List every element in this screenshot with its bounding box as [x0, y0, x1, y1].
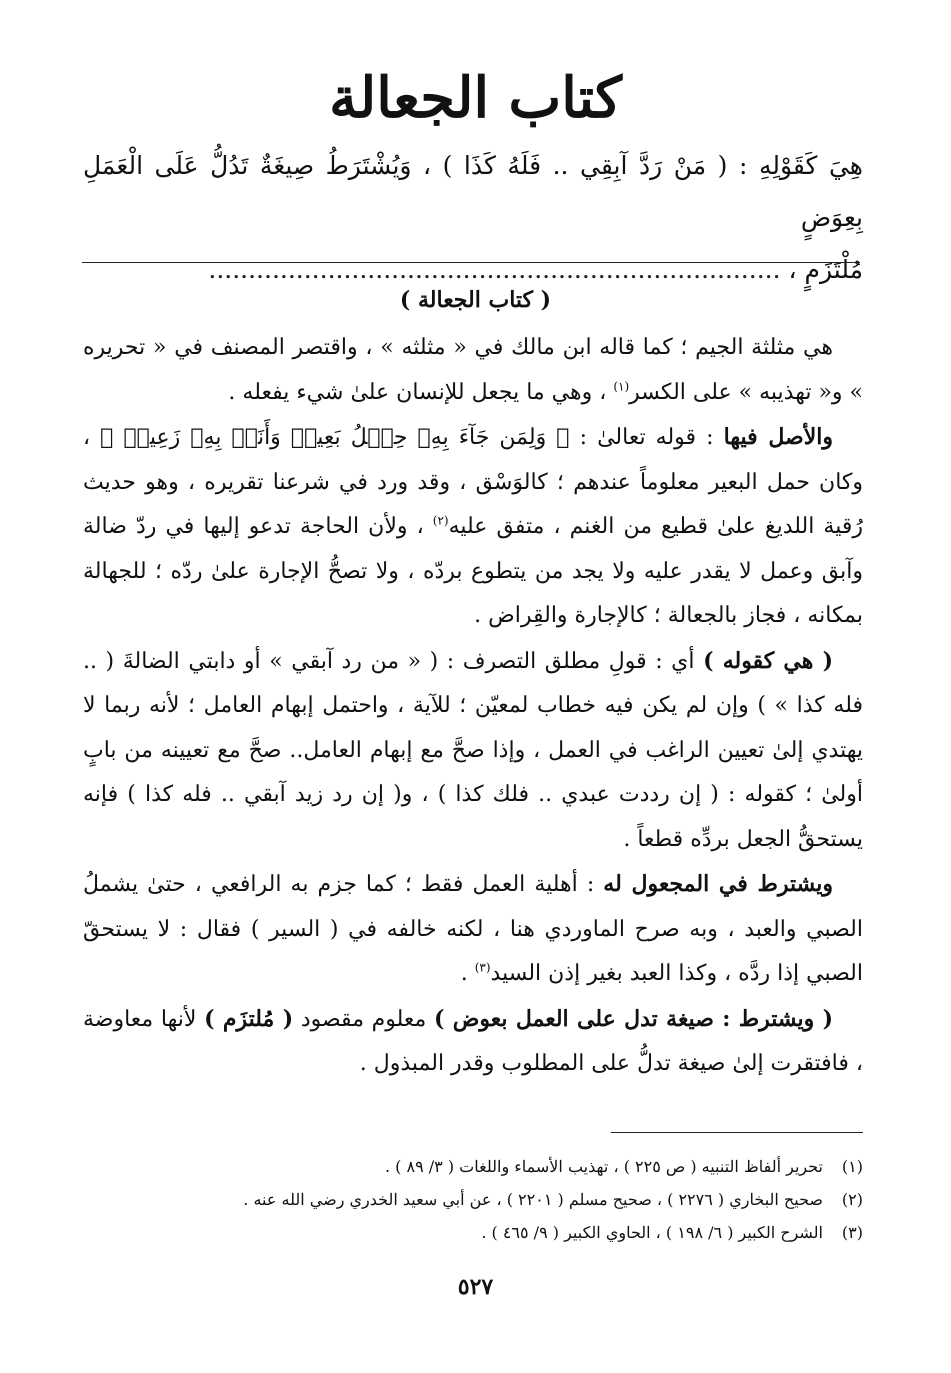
commentary-paragraph-4: ويشترط في المجعول له : أهلية العمل فقط ؛ كما جزم به الرافعي ، حتىٰ يشملُ الصبي والعبد ، وبه صرح الماوردي هنا ، لكنه خالفه في ( السير ) فقال : لا يستحقّ الصبي إذا ردَّه ، وكذا العبد بغير إذن السيد$^{(٣)}$ . — [83, 871, 863, 986]
commentary-paragraph-5: ( ويشترط : صيغة تدل على العمل بعوض ) معلوم مقصود ( مُلتزَم ) لأنها معاوضة ، فافتقرت إلىٰ صيغة تدلُّ على المطلوب وقدر المبذول . — [83, 1005, 863, 1076]
footnote-number: (٣) — [841, 1223, 863, 1242]
commentary-paragraph-3: ( هي كقوله ) أي : قولِ مطلق التصرف : ( « من رد آبقي » أو دابتي الضالةَ ( .. فله كذا » ) وإن لم يكن فيه خطاب لمعيّن ؛ للآية ، واحتمل إبهام العامل ؛ لأنه ربما لا يهتدي إلىٰ تعيين الراغب في العمل ، وإذا صحَّ مع إبهام العامل.. صحَّ مع تعيينه من بابٍ أولىٰ ؛ كقوله : ( إن رددت عبدي .. فلك كذا ) ، و( إن رد زيد آبقي .. فله كذا ) فإنه يستحقُّ الجعل بردِّه قطعاً . — [83, 647, 863, 852]
matn-line-1: هِيَ كَقَوْلِهِ : ( مَنْ رَدَّ آبِقِي .. فَلَهُ كَذَا ) ، وَيُشْتَرَطُ صِيغَةٌ تَدُلُّ عَلَى الْعَمَلِ بِعِوَضٍ — [83, 151, 863, 232]
bold-term: ( مُلتزَم ) — [204, 1005, 294, 1032]
footnote-number: (٢) — [841, 1190, 863, 1209]
commentary-paragraph-2: والأصل فيها : قوله تعالىٰ : ﴿ وَلِمَن جَآءَ بِهِۦ حِمۡلُ بَعِيرٖ وَأَنَا۠ بِهِۦ زَعِيمٞ ﴾ ، وكان حمل البعير معلوماً عندهم ؛ كالوَسْق ، وقد ورد في شرعنا تقريره ، وهو حديث رُقية اللديغ علىٰ قطيع من الغنم ، متفق عليه$^{(٢)}$ ، ولأن الحاجة تدعو إليها في ردّ ضالة وآبق وعمل لا يقدر عليه ولا يجد من يتطوع بردّه ، ولا تصحُّ الإجارة علىٰ ردّه ؛ للجهالة بمكانه ، فجاز بالجعالة ؛ كالإجارة والقِراض . — [83, 424, 863, 628]
bold-lead-2: والأصل فيها — [723, 424, 833, 450]
bold-lead-3: ( هي كقوله ) — [703, 647, 833, 674]
footnote-ref-3[interactable]: (٣) — [474, 960, 491, 975]
section-title: ( كتاب الجعالة ) — [399, 287, 552, 313]
footnote-text: صحيح البخاري ( ٢٢٧٦ ) ، صحيح مسلم ( ٢٢٠١ ) ، عن أبي سعيد الخدري رضي الله عنه . — [243, 1190, 823, 1209]
footnote-text: الشرح الكبير ( ٦/ ١٩٨ ) ، الحاوي الكبير ( ٩/ ٤٦٥ ) . — [481, 1223, 823, 1242]
bold-lead-5: ( ويشترط : صيغة تدل على العمل بعوض ) — [434, 1005, 833, 1032]
matn-text — [83, 140, 863, 296]
commentary-body — [83, 326, 863, 1087]
bold-lead-4: ويشترط في المجعول له — [603, 871, 833, 897]
footnote-ref-2[interactable]: (٢) — [432, 513, 449, 528]
matn-line-2: مُلْتَزَمٍ ، — [788, 255, 863, 284]
footnote-ref-1[interactable]: (١) — [613, 379, 630, 394]
book-title: كتاب الجعالة — [329, 65, 622, 131]
matn-separator-rule — [82, 262, 860, 263]
footnote-1 — [83, 1150, 863, 1183]
commentary-paragraph-1: هي مثلثة الجيم ؛ كما قاله ابن مالك في « مثلثه » ، واقتصر المصنف في « تحريره » و« تهذيبه » على الكسر$^{(١)}$ ، وهي ما يجعل للإنسان علىٰ شيء يفعله . — [83, 335, 863, 405]
footnote-number: (١) — [841, 1157, 863, 1176]
footnote-2 — [83, 1183, 863, 1216]
matn-dots: ........................................................................ — [208, 255, 781, 284]
footnotes — [83, 1150, 863, 1249]
footnote-text: تحرير ألفاظ التنبيه ( ص ٢٢٥ ) ، تهذيب الأسماء واللغات ( ٣/ ٨٩ ) . — [384, 1157, 823, 1176]
footnote-separator-rule — [611, 1132, 863, 1133]
footnote-3 — [83, 1216, 863, 1249]
page-number: ٥٢٧ — [457, 1274, 494, 1300]
